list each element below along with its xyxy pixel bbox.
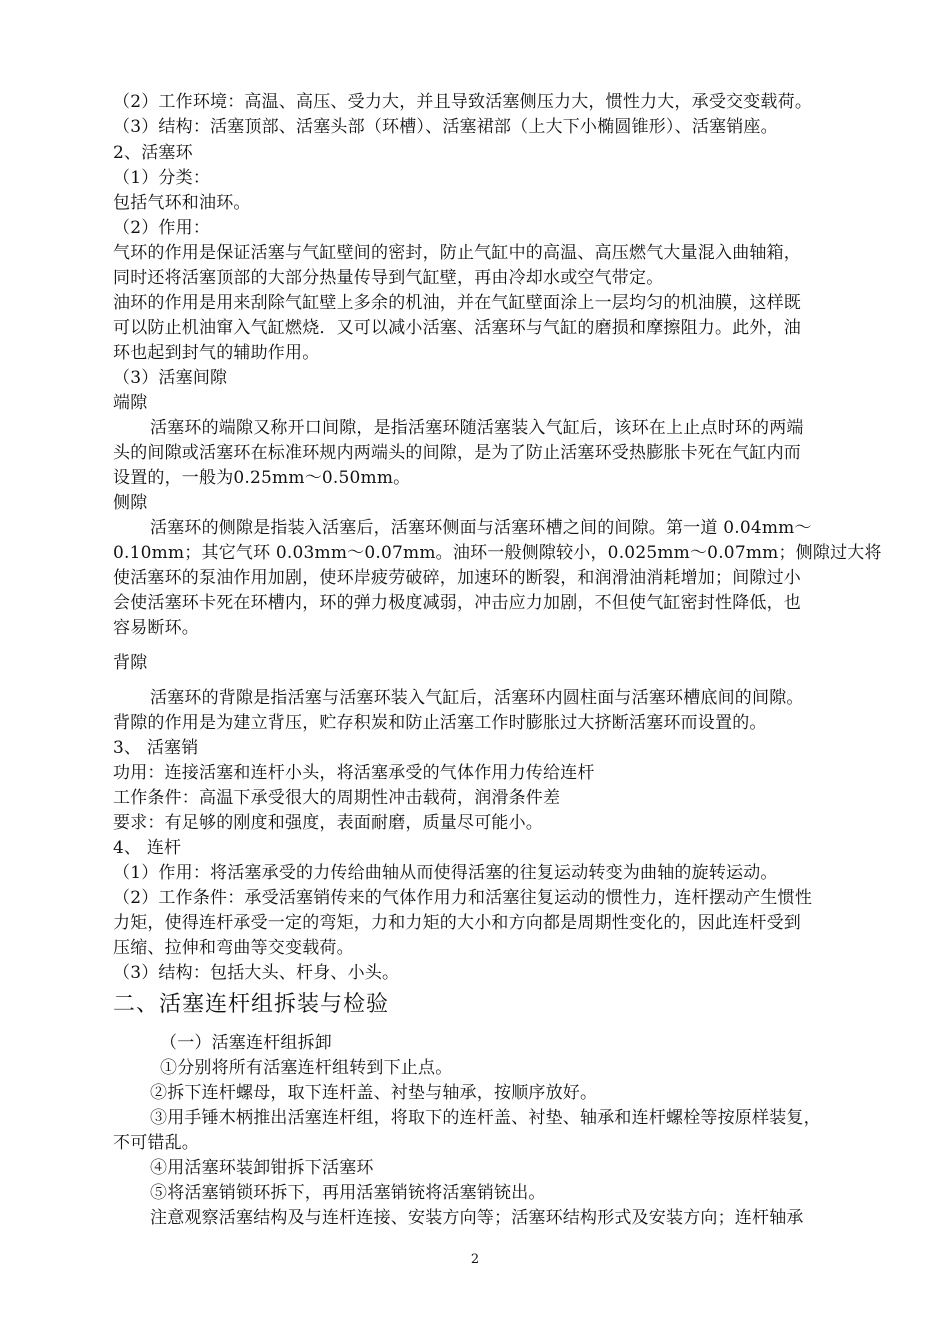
text-line: 同时还将活塞顶部的大部分热量传导到气缸壁，再由冷却水或空气带定。 (113, 268, 664, 288)
text-line: 工作条件：高温下承受很大的周期性冲击载荷，润滑条件差 (113, 788, 561, 808)
text-line: 头的间隙或活塞环在标准环规内两端头的间隙，是为了防止活塞环受热膨胀卡死在气缸内而 (113, 443, 801, 463)
text-line: 活塞环的侧隙是指装入活塞后，活塞环侧面与活塞环槽之间的间隙。第一道 0.04mm～ (150, 518, 812, 538)
text-line: 活塞环的背隙是指活塞与活塞环装入气缸后，活塞环内圆柱面与活塞环槽底间的间隙。 (150, 688, 804, 708)
page-number: 2 (470, 1252, 480, 1267)
step-line: ③用手锤木柄推出活塞连杆组，将取下的连杆盖、衬垫、轴承和连杆螺栓等按原样装复， (150, 1108, 821, 1128)
text-line: （1）分类： (113, 168, 211, 188)
text-line: 可以防止机油窜入气缸燃烧．又可以减小活塞、活塞环与气缸的磨损和摩擦阻力。此外，油 (113, 318, 801, 338)
text-line: 背隙的作用是为建立背压，贮存积炭和防止活塞工作时膨胀过大挤断活塞环而设置的。 (113, 713, 767, 733)
step-line: ④用活塞环装卸钳拆下活塞环 (150, 1158, 374, 1178)
text-line: （2）作用： (113, 218, 211, 238)
subheading: 侧隙 (113, 493, 148, 513)
text-line: 包括气环和油环。 (113, 193, 251, 213)
subheading: （一）活塞连杆组拆卸 (160, 1033, 332, 1053)
text-line: 力矩，使得连杆承受一定的弯矩，力和力矩的大小和方向都是周期性变化的，因此连杆受到 (113, 913, 801, 933)
text-line: 设置的，一般为0.25mm～0.50mm。 (113, 468, 411, 488)
section-heading: 2、活塞环 (113, 143, 193, 163)
subheading: 端隙 (113, 393, 148, 413)
text-line: （1）作用：将活塞承受的力传给曲轴从而使得活塞的往复运动转变为曲轴的旋转运动。 (113, 863, 778, 883)
text-line: 使活塞环的泵油作用加剧，使环岸疲劳破碎，加速环的断裂，和润滑油消耗增加；间隙过小 (113, 568, 801, 588)
text-line: 油环的作用是用来刮除气缸壁上多余的机油，并在气缸壁面涂上一层均匀的机油膜，这样既 (113, 293, 801, 313)
text-line: （3）结构：包括大头、杆身、小头。 (113, 963, 400, 983)
step-line: ①分别将所有活塞连杆组转到下止点。 (160, 1058, 453, 1078)
step-line: ②拆下连杆螺母，取下连杆盖、衬垫与轴承，按顺序放好。 (150, 1083, 598, 1103)
text-line: 活塞环的端隙又称开口间隙，是指活塞环随活塞装入气缸后，该环在上止点时环的两端 (150, 418, 804, 438)
subheading: 背隙 (113, 653, 148, 673)
text-line: 环也起到封气的辅助作用。 (113, 343, 320, 363)
text-line: 0.10mm；其它气环 0.03mm～0.07mm。油环一般侧隙较小，0.025mm～0.07mm；侧隙过大将 (113, 543, 882, 563)
section-heading: 4、 连杆 (113, 838, 182, 858)
text-line: 气环的作用是保证活塞与气缸壁间的密封，防止气缸中的高温、高压燃气大量混入曲轴箱， (113, 243, 801, 263)
text-line: 容易断环。 (113, 618, 199, 638)
text-line: 压缩、拉伸和弯曲等交变载荷。 (113, 938, 354, 958)
section-heading: 3、 活塞销 (113, 738, 199, 758)
text-line: （3）活塞间隙 (113, 368, 228, 388)
text-line: 功用：连接活塞和连杆小头，将活塞承受的气体作用力传给连杆 (113, 763, 595, 783)
text-line: 不可错乱。 (113, 1133, 199, 1153)
text-line: （2）工作条件：承受活塞销传来的气体作用力和活塞往复运动的惯性力，连杆摆动产生惯性 (113, 888, 813, 908)
text-line: （3）结构：活塞顶部、活塞头部（环槽）、活塞裙部（上大下小椭圆锥形）、活塞销座。 (113, 117, 778, 137)
text-line: 要求：有足够的刚度和强度，表面耐磨，质量尽可能小。 (113, 813, 543, 833)
step-line: ⑤将活塞销锁环拆下，再用活塞销铳将活塞销铳出。 (150, 1183, 546, 1203)
chapter-heading: 二、活塞连杆组拆装与检验 (113, 992, 390, 1017)
text-line: （2）工作环境：高温、高压、受力大，并且导致活塞侧压力大，惯性力大，承受交变载荷。 (113, 92, 813, 112)
text-line: 会使活塞环卡死在环槽内，环的弹力极度减弱，冲击应力加剧，不但使气缸密封性降低，也 (113, 593, 801, 613)
text-line: 注意观察活塞结构及与连杆连接、安装方向等；活塞环结构形式及安装方向；连杆轴承 (150, 1208, 804, 1228)
